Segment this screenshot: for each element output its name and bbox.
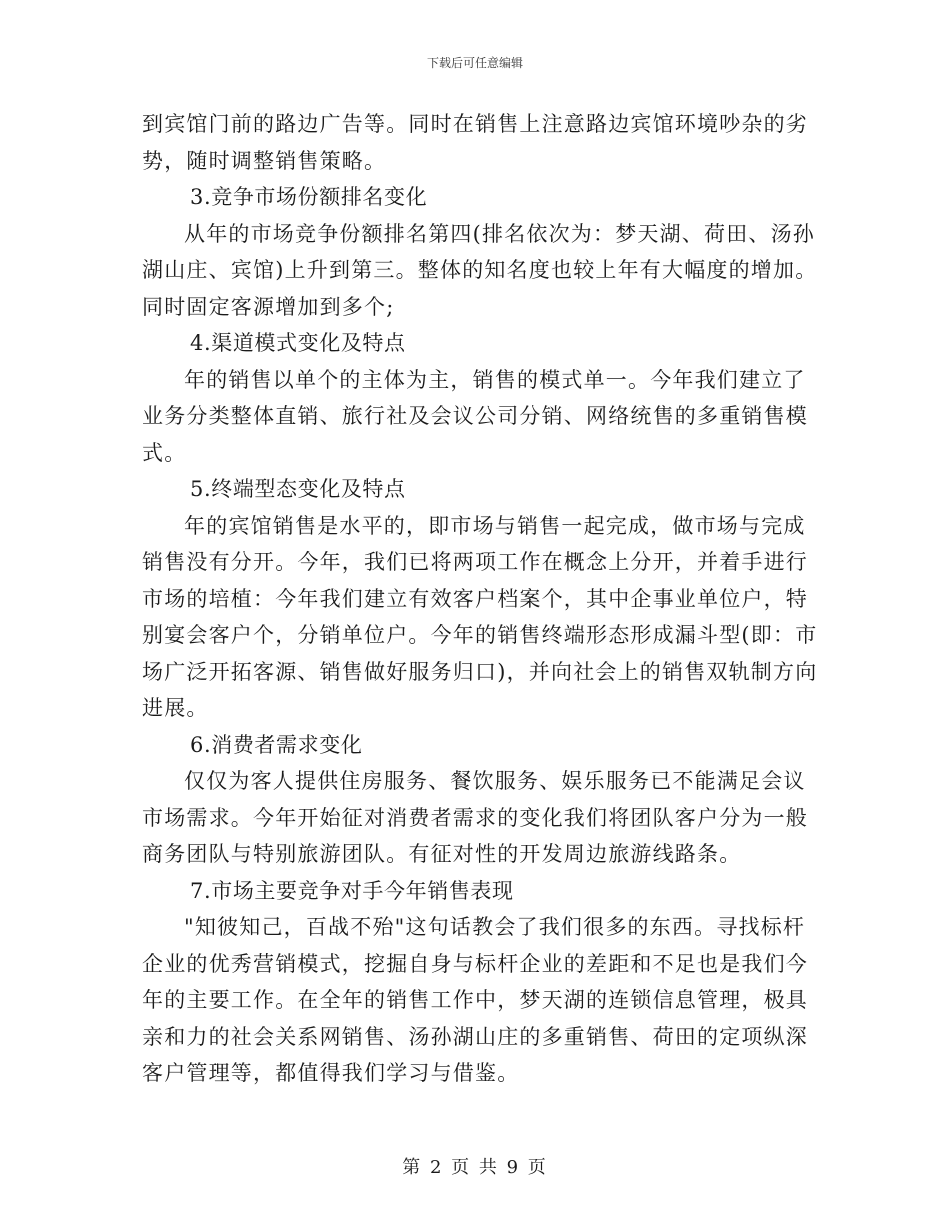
paragraph-line: 市场的培植：今年我们建立有效客户档案个，其中企事业单位户，特 xyxy=(142,586,808,611)
paragraph-line: 年的销售以单个的主体为主，销售的模式单一。今年我们建立了 xyxy=(184,367,806,392)
paragraph-line: 势，随时调整销售策略。 xyxy=(142,148,387,173)
paragraph-line: 同时固定客源增加到多个; xyxy=(142,294,395,319)
paragraph-line: 商务团队与特别旅游团队。有征对性的开发周边旅游线路条。 xyxy=(142,842,742,866)
paragraph-line: 业务分类整体直销、旅行社及会议公司分销、网络统售的多重销售模 xyxy=(142,404,808,428)
paragraph-line: 仅仅为客人提供住房服务、餐饮服务、娱乐服务已不能满足会议 xyxy=(184,769,806,793)
paragraph-line: 式。 xyxy=(142,440,187,465)
paragraph-line: 亲和力的社会关系网销售、汤孙湖山庄的多重销售、荷田的定项纵深 xyxy=(142,1024,808,1049)
paragraph-line: 企业的优秀营销模式，挖掘自身与标杆企业的差距和不足也是我们今 xyxy=(142,951,808,976)
section-heading: 3.竞争市场份额排名变化 xyxy=(190,185,428,209)
paragraph-line: 进展。 xyxy=(142,696,209,720)
paragraph-line: 到宾馆门前的路边广告等。同时在销售上注意路边宾馆环境吵杂的劣 xyxy=(142,112,808,136)
section-heading: 5.终端型态变化及特点 xyxy=(190,477,406,501)
paragraph-line: 场广泛开拓客源、销售做好服务归口)，并向社会上的销售双轨制方向 xyxy=(142,659,818,684)
section-heading: 7.市场主要竞争对手今年销售表现 xyxy=(190,878,514,903)
paragraph-line: 销售没有分开。今年，我们已将两项工作在概念上分开，并着手进行 xyxy=(142,550,808,574)
page-number: 第 2 页 共 9 页 xyxy=(402,1157,548,1178)
paragraph-line: 别宴会客户个，分销单位户。今年的销售终端形态形成漏斗型(即：市 xyxy=(142,623,818,647)
document-body xyxy=(142,106,818,1092)
paragraph-line: 年的宾馆销售是水平的，即市场与销售一起完成，做市场与完成 xyxy=(184,513,806,538)
section-heading: 6.消费者需求变化 xyxy=(190,732,363,757)
paragraph-line: "知彼知己，百战不殆"这句话教会了我们很多的东西。寻找标杆 xyxy=(184,915,806,939)
paragraph-line: 市场需求。今年开始征对消费者需求的变化我们将团队客户分为一般 xyxy=(142,805,808,830)
section-heading: 4.渠道模式变化及特点 xyxy=(190,331,406,355)
paragraph-line: 湖山庄、宾馆)上升到第三。整体的知名度也较上年有大幅度的增加。 xyxy=(142,258,818,282)
paragraph-line: 客户管理等，都值得我们学习与借鉴。 xyxy=(142,1061,520,1085)
page-header: 下载后可任意编辑 xyxy=(426,56,523,70)
paragraph-line: 年的主要工作。在全年的销售工作中，梦天湖的连锁信息管理，极具 xyxy=(142,988,808,1012)
paragraph-line: 从年的市场竞争份额排名第四(排名依次为：梦天湖、荷田、汤孙 xyxy=(184,221,815,246)
